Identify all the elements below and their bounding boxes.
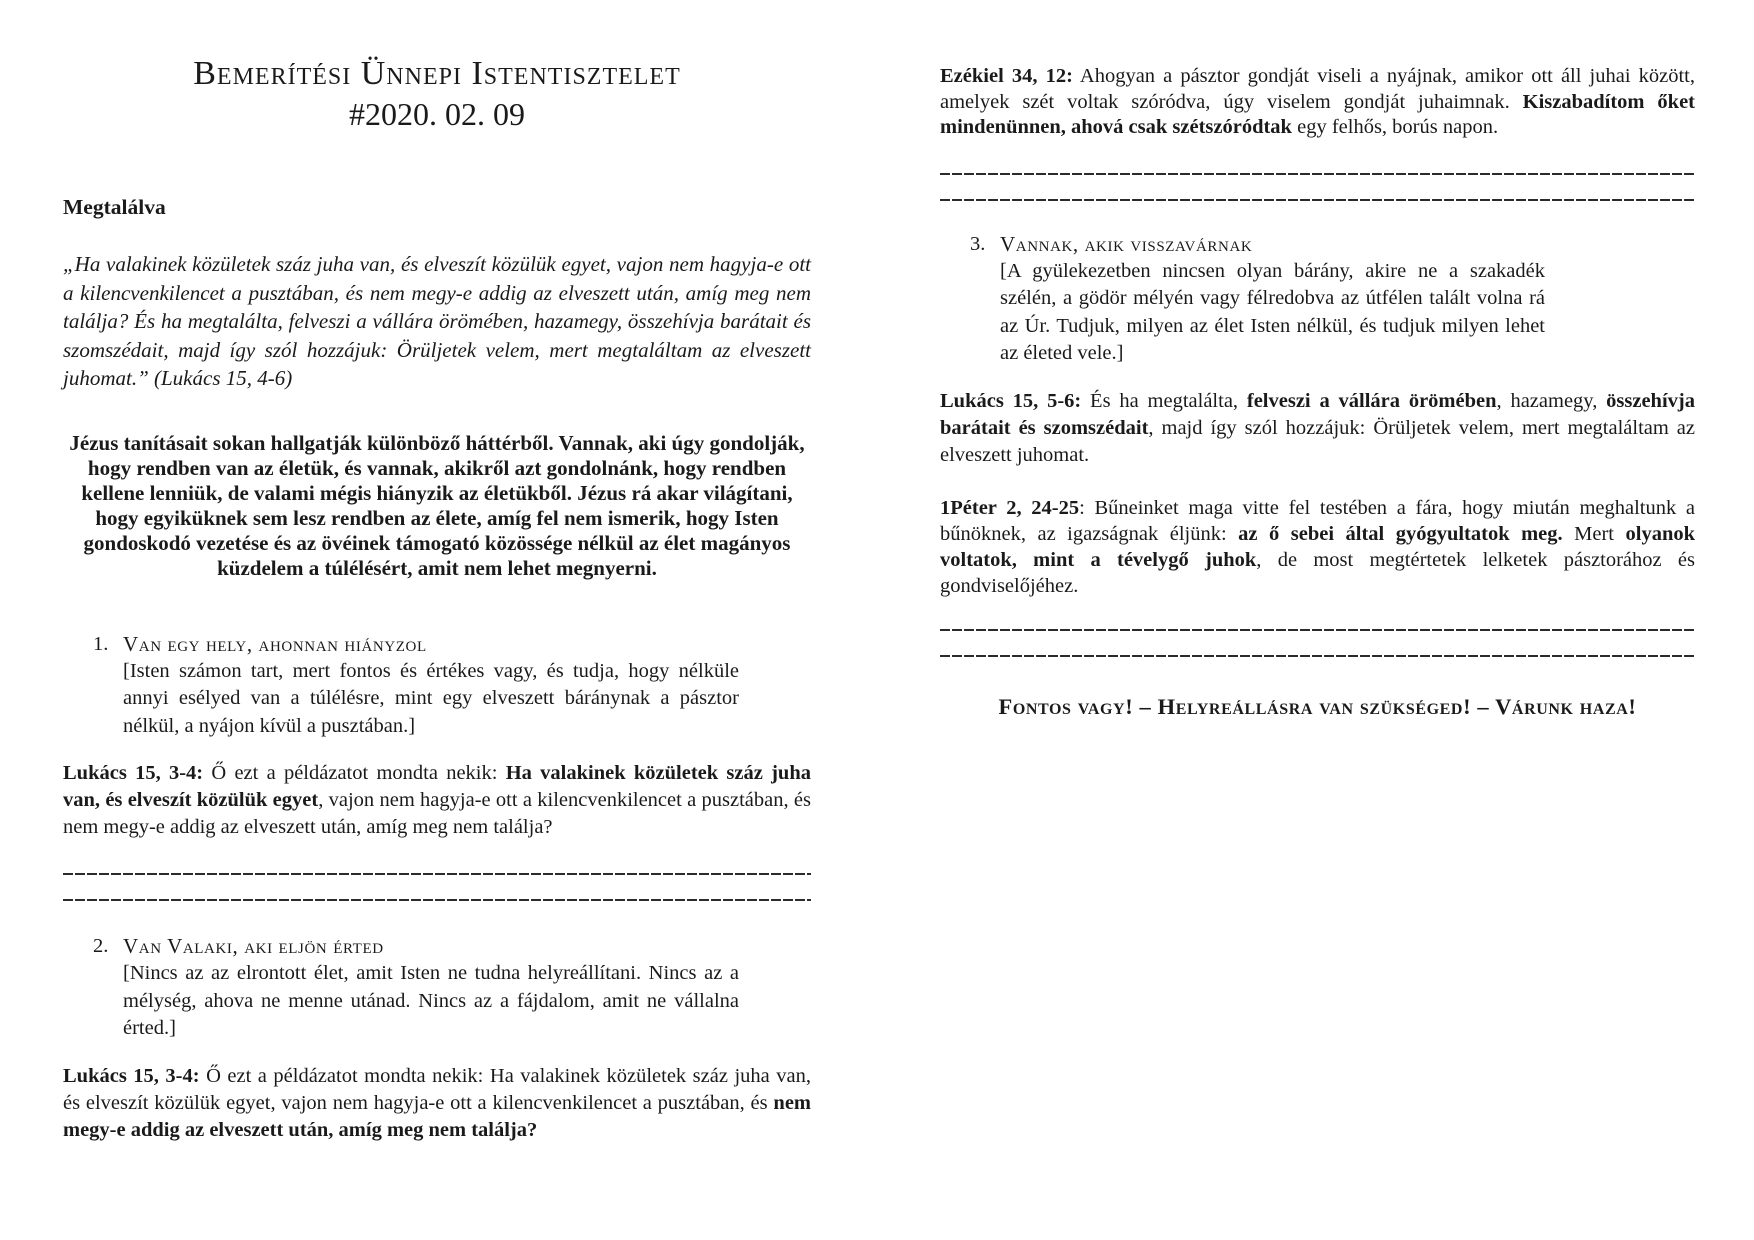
page-title: Bemerítési Ünnepi Istentisztelet	[193, 55, 681, 92]
list-item-heading: Van Valaki, aki eljön érted	[123, 934, 384, 958]
list-item-content	[1000, 231, 1545, 368]
list-item-body: [Nincs az az elrontott élet, amit Isten ne tudna helyreállítani. Nincs az a mélység, ahova ne menne utánad. Nincs az a fájdalom, amit ne vállalna érted.]	[123, 962, 739, 1039]
answer-lines	[940, 153, 1695, 205]
page-date: #2020. 02. 09	[349, 96, 525, 132]
fill-in-line	[940, 609, 1695, 635]
list-item-number: 1.	[93, 632, 109, 655]
fill-in-line	[940, 635, 1695, 661]
fill-in-line	[63, 853, 811, 879]
list-item-content	[123, 631, 739, 741]
list-item-number: 2.	[93, 935, 109, 957]
list-item-body: [Isten számon tart, mert fontos és értékes vagy, és tudja, hogy nélküle annyi esélyed van a túlélésre, mint egy elveszett báránynak a pásztor nélkül, a nyájon kívül a pusztában.]	[123, 659, 739, 737]
closing-message: Fontos vagy! – Helyreállásra van szükséged! – Várunk haza!	[998, 693, 1637, 719]
scripture-quote: „Ha valakinek közületek száz juha van, és elveszít közülük egyet, vajon nem hagyja-e ott a kilencvenkilencet a pusztában, és nem megy-e addig az elveszett után, amíg meg nem találja? És ha megtalálta, felveszi a vállára örömében, hazamegy, összehívja barátait és szomszédait, majd így szól hozzájuk: Örüljetek velem, mert megtaláltam az elveszett juhomat.” (Lukács 15, 4-6)	[63, 252, 811, 390]
answer-lines	[63, 853, 811, 905]
left-column	[63, 0, 811, 1144]
fill-in-line	[940, 179, 1695, 205]
answer-lines	[940, 609, 1695, 661]
fill-in-line	[63, 879, 811, 905]
list-item-number: 3.	[970, 232, 986, 255]
list-item	[63, 933, 811, 1043]
verse-paragraph: Ezékiel 34, 12: Ahogyan a pásztor gondját viseli a nyájnak, amikor ott áll juhai között, amelyek szét voltak szóródva, úgy viselem gondját juhaimnak. Kiszabadítom őket mindenünnen, ahová csak szétszóródtak egy felhős, borús napon.	[940, 65, 1695, 138]
section-heading: Megtalálva	[63, 195, 166, 219]
list-item	[940, 231, 1695, 368]
list-item-heading: Van egy hely, ahonnan hiányzol	[123, 631, 427, 656]
list-item-body: [A gyülekezetben nincsen olyan bárány, akire ne a szakadék szélén, a gödör mélyén vagy félredobva az útfélen talált volna rá az Úr. Tudjuk, milyen az élet Isten nélkül, és tudjuk milyen lehet az életed vele.]	[1000, 259, 1545, 364]
right-column	[940, 0, 1695, 721]
list-item-content	[123, 933, 739, 1043]
verse-paragraph: Lukács 15, 5-6: És ha megtalálta, felveszi a vállára örömében, hazamegy, összehívja barátait és szomszédait, majd így szól hozzájuk: Örüljetek velem, mert megtaláltam az elveszett juhomat.	[940, 389, 1695, 466]
list-item	[63, 631, 811, 741]
verse-paragraph: Lukács 15, 3-4: Ő ezt a példázatot mondta nekik: Ha valakinek közületek száz juha van, és elveszít közülük egyet, vajon nem hagyja-e ott a kilencvenkilencet a pusztában, és nem megy-e addig az elveszett után, amíg meg nem találja?	[63, 1064, 811, 1141]
list-item-heading: Vannak, akik visszavárnak	[1000, 231, 1253, 256]
intro-paragraph: Jézus tanításait sokan hallgatják különböző háttérből. Vannak, aki úgy gondolják, hogy rendben van az életük, és vannak, akikről azt gondolnánk, hogy rendben kellene lenniük, de valami mégis hiányzik az életükből. Jézus rá akar világítani, hogy egyiküknek sem lesz rendben az élete, amíg fel nem ismerik, hogy Isten gondoskodó vezetése és az övéinek támogató közössége nélkül az élet magányos küzdelem a túlélésért, amit nem lehet megnyerni.	[69, 430, 805, 580]
verse-paragraph: Lukács 15, 3-4: Ő ezt a példázatot mondta nekik: Ha valakinek közületek száz juha van, és elveszít közülük egyet, vajon nem hagyja-e ott a kilencvenkilencet a pusztában, és nem megy-e addig az elveszett után, amíg meg nem találja?	[63, 762, 811, 838]
verse-paragraph: 1Péter 2, 24-25: Bűneinket maga vitte fel testében a fára, hogy miután meghaltunk a bűnöknek, az igazságnak éljünk: az ő sebei által gyógyultatok meg. Mert olyanok voltatok, mint a tévelygő juhok, de most megtértetek lelketek pásztorához és gondviselőjéhez.	[940, 496, 1696, 597]
fill-in-line	[940, 153, 1695, 179]
